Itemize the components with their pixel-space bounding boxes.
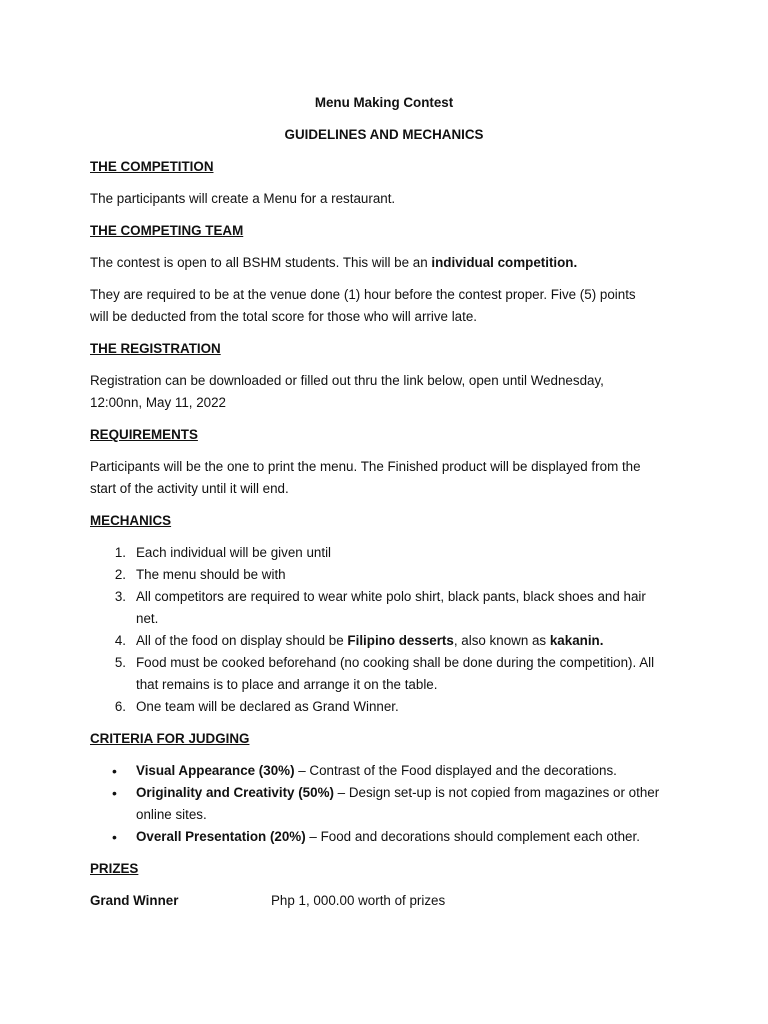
criteria-label: Visual Appearance (30%) — [136, 763, 295, 778]
list-number: 6. — [114, 699, 126, 714]
list-item-text: Each individual will be given until — [136, 545, 332, 560]
list-item-bold-b: Filipino desserts — [347, 633, 454, 648]
heading-mechanics: MECHANICS — [90, 513, 172, 528]
document-title: Menu Making Contest — [314, 95, 454, 110]
heading-requirements: REQUIREMENTS — [90, 427, 198, 442]
heading-criteria: CRITERIA FOR JUDGING — [90, 731, 250, 746]
criteria-label: Originality and Creativity (50%) — [136, 785, 334, 800]
list-number: 2. — [114, 567, 126, 582]
heading-prizes: PRIZES — [90, 861, 139, 876]
list-item-text: One team will be declared as Grand Winner. — [136, 699, 399, 714]
criteria-item-text — [136, 826, 640, 848]
heading-registration: THE REGISTRATION — [90, 341, 221, 356]
prize-label: Grand Winner — [90, 893, 179, 908]
document-subtitle: GUIDELINES AND MECHANICS — [284, 127, 484, 142]
list-number: 4. — [114, 633, 126, 648]
competition-text: The participants will create a Menu for a restaurant. — [90, 191, 396, 206]
list-item-text-a: All of the food on display should be — [136, 633, 348, 648]
criteria-description: – Food and decorations should complement each other. — [305, 829, 640, 844]
team-p1-text: The contest is open to all BSHM students. This will be an — [90, 255, 432, 270]
heading-competition: THE COMPETITION — [90, 159, 214, 174]
team-p1-bold: individual competition. — [431, 255, 578, 270]
team-paragraph-1 — [90, 252, 577, 274]
list-item-text-c: , also known as — [453, 633, 550, 648]
registration-line-1: Registration can be downloaded or filled out thru the link below, open until Wednesday, — [90, 373, 604, 388]
list-item-text-continued: net. — [136, 611, 159, 626]
heading-competing-team: THE COMPETING TEAM — [90, 223, 244, 238]
list-item-text: All competitors are required to wear white polo shirt, black pants, black shoes and hair — [136, 589, 646, 604]
list-item-text: The menu should be with — [136, 567, 286, 582]
criteria-item-text-continued: online sites. — [136, 807, 207, 822]
bullet-icon: • — [112, 763, 117, 779]
team-paragraph-2-line-2: will be deducted from the total score for those who will arrive late. — [90, 309, 478, 324]
requirements-line-1: Participants will be the one to print the menu. The Finished product will be displayed from the — [90, 459, 641, 474]
criteria-label: Overall Presentation (20%) — [136, 829, 306, 844]
registration-line-2: 12:00nn, May 11, 2022 — [90, 395, 226, 410]
requirements-line-2: start of the activity until it will end. — [90, 481, 289, 496]
prize-value: Php 1, 000.00 worth of prizes — [271, 893, 446, 908]
list-item-bold-d: kakanin. — [549, 633, 604, 648]
criteria-item-text — [136, 760, 617, 782]
list-number: 5. — [114, 655, 126, 670]
list-item-text: Food must be cooked beforehand (no cooking shall be done during the competition). All — [136, 655, 655, 670]
list-item-text — [136, 630, 603, 652]
criteria-description: – Design set-up is not copied from magazines or other — [333, 785, 660, 800]
criteria-item-text — [136, 782, 659, 804]
bullet-icon: • — [112, 785, 117, 801]
list-number: 1. — [114, 545, 126, 560]
criteria-description: – Contrast of the Food displayed and the decorations. — [294, 763, 617, 778]
list-number: 3. — [114, 589, 126, 604]
bullet-icon: • — [112, 829, 117, 845]
list-item-text-continued: that remains is to place and arrange it on the table. — [136, 677, 438, 692]
team-paragraph-2-line-1: They are required to be at the venue done (1) hour before the contest proper. Five (5) points — [90, 287, 636, 302]
